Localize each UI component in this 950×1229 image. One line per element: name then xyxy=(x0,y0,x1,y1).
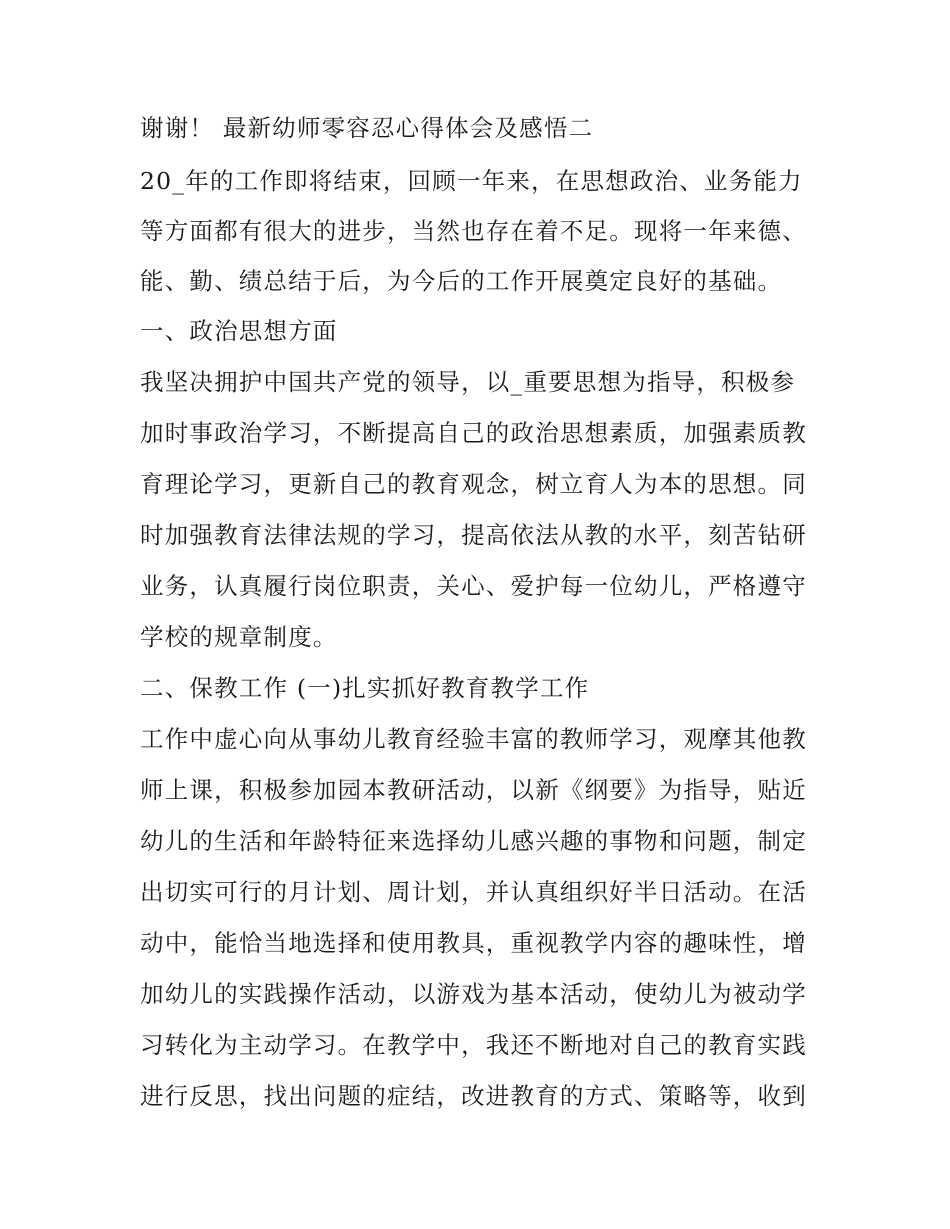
section-heading: 二、保教工作 (一)扎实抓好教育教学工作 xyxy=(140,674,590,702)
paragraph-line: 学校的规章制度。 xyxy=(140,623,338,651)
paragraph-line: 出切实可行的月计划、周计划，并认真组织好半日活动。在活 xyxy=(140,878,807,906)
paragraph-line: 能、勤、绩总结于后，为今后的工作开展奠定良好的基础。 xyxy=(140,267,783,295)
paragraph-line: 幼儿的生活和年龄特征来选择幼儿感兴趣的事物和问题，制定 xyxy=(140,827,807,855)
paragraph-line: 习转化为主动学习。在教学中，我还不断地对自己的教育实践 xyxy=(140,1031,807,1059)
paragraph-line: 加时事政治学习，不断提高自己的政治思想素质，加强素质教 xyxy=(140,419,807,447)
section-heading: 一、政治思想方面 xyxy=(140,317,338,345)
paragraph-line: 进行反思，找出问题的症结，改进教育的方式、策略等，收到 xyxy=(140,1082,807,1110)
paragraph-line: 等方面都有很大的进步，当然也存在着不足。现将一年来德、 xyxy=(140,217,807,245)
paragraph-line: 时加强教育法律法规的学习，提高依法从教的水平，刻苦钻研 xyxy=(140,521,807,549)
closing-and-title-line: 谢谢！ 最新幼师零容忍心得体会及感悟二 xyxy=(140,114,594,142)
paragraph-line: 动中，能恰当地选择和使用教具，重视教学内容的趣味性，增 xyxy=(140,929,807,957)
paragraph-line: 我坚决拥护中国共产党的领导，以_重要思想为指导，积极参 xyxy=(140,368,796,396)
paragraph-line: 业务，认真履行岗位职责，关心、爱护每一位幼儿，严格遵守 xyxy=(140,572,807,600)
paragraph-line: 加幼儿的实践操作活动，以游戏为基本活动，使幼儿为被动学 xyxy=(140,980,807,1008)
paragraph-line: 师上课，积极参加园本教研活动，以新《纲要》为指导，贴近 xyxy=(140,776,807,804)
paragraph-line: 20_年的工作即将结束，回顾一年来，在思想政治、业务能力 xyxy=(140,167,803,195)
paragraph-line: 育理论学习，更新自己的教育观念，树立育人为本的思想。同 xyxy=(140,470,807,498)
paragraph-line: 工作中虚心向从事幼儿教育经验丰富的教师学习，观摩其他教 xyxy=(140,725,807,753)
